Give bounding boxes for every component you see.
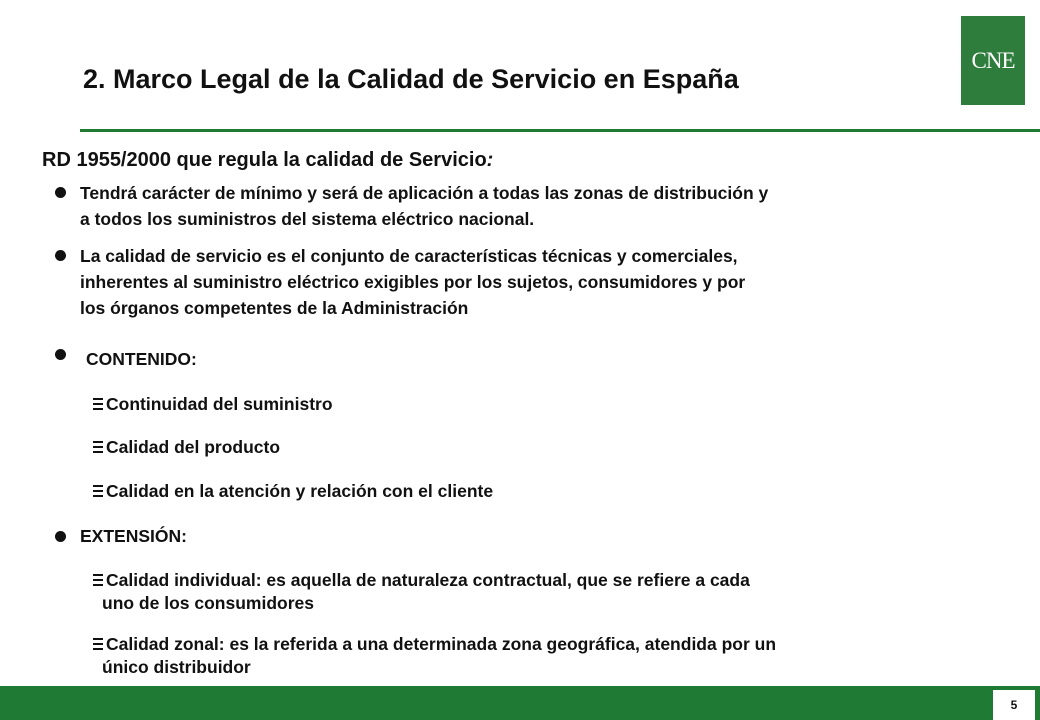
heading-main: RD 1955/2000 que regula la calidad de Servicio [42,149,487,171]
logo-text: CNE [971,47,1015,73]
footer-bar [0,686,1040,720]
extension-item-line-1: Calidad individual: es aquella de naturaleza contractual, que se refiere a cada [106,570,750,590]
extension-item [92,569,750,615]
cne-logo [961,16,1025,105]
contenido-item-text: Calidad del producto [106,437,281,457]
bullet-icon [55,250,66,261]
bullet-icon [55,349,66,360]
heading-colon: : [486,149,494,171]
bullet-2-line-1: La calidad de servicio es el conjunto de características técnicas y comerciales, [80,246,738,266]
extension-item-line-2: uno de los consumidores [102,593,314,613]
contenido-label: CONTENIDO: [86,349,197,369]
contenido-item-text: Continuidad del suministro [106,394,333,414]
bullet-1-line-2: a todos los suministros del sistema eléctrico nacional. [80,209,535,229]
extension-item-line-1: Calidad zonal: es la referida a una determinada zona geográfica, atendida por un [106,634,777,654]
sub-bullet-icon [92,573,104,587]
section-heading [42,149,493,172]
bullet-text-2 [80,243,745,321]
slide-title: 2. Marco Legal de la Calidad de Servicio en España [83,64,739,94]
bullet-icon [55,187,66,198]
bullet-2-line-2: inherentes al suministro eléctrico exigibles por los sujetos, consumidores y por [80,272,746,292]
title-divider [80,129,1040,132]
extension-label: EXTENSIÓN: [80,526,187,546]
sub-bullet-icon [92,484,104,498]
bullet-2-line-3: los órganos competentes de la Administración [80,298,469,318]
sub-bullet-icon [92,397,104,411]
contenido-item [92,480,493,503]
extension-item-line-2: único distribuidor [102,657,251,677]
contenido-item-text: Calidad en la atención y relación con el cliente [106,481,494,501]
extension-item [92,633,776,679]
bullet-1-line-1: Tendrá carácter de mínimo y será de aplicación a todas las zonas de distribución y [80,183,769,203]
sub-bullet-icon [92,637,104,651]
bullet-icon [55,531,66,542]
page-number: 5 [993,690,1035,720]
contenido-item [92,436,280,459]
bullet-text-1 [80,180,768,232]
sub-bullet-icon [92,440,104,454]
contenido-item [92,393,333,416]
